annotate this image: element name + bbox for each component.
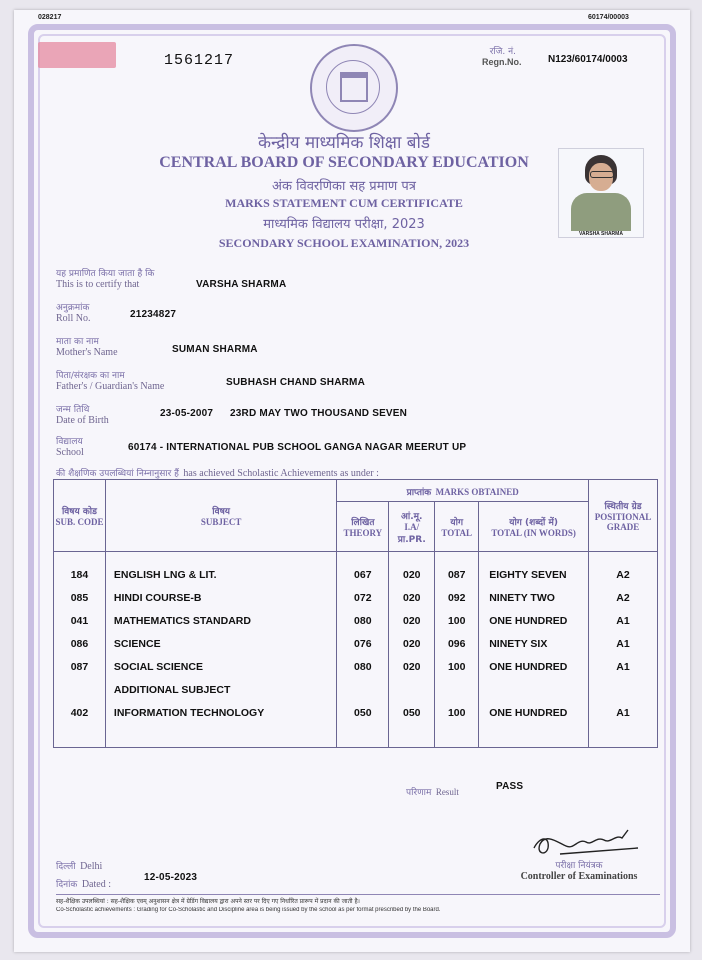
dob-label-hi: जन्म तिथि (56, 405, 90, 415)
table-row-code: 086 (70, 638, 89, 650)
student-photo (558, 148, 644, 238)
regn-label (482, 44, 522, 67)
header-code-hi: विषय कोड (61, 507, 97, 517)
header-total-hi: योग (450, 518, 464, 528)
place-label (56, 856, 102, 874)
school-label-en: School (56, 447, 84, 458)
table-row-theory: 072 (354, 592, 372, 604)
table-row-grade: A2 (616, 569, 630, 581)
table-row-ia: 020 (403, 615, 421, 627)
header-ia-en: I.A/ (404, 521, 420, 532)
table-row-subject: SCIENCE (113, 638, 161, 650)
table-row-words: ONE HUNDRED (489, 661, 568, 673)
header-theory-en: THEORY (343, 528, 383, 538)
table-row-total: 100 (447, 615, 466, 627)
dob-label-en: Date of Birth (56, 415, 109, 426)
mother-label-hi: माता का नाम (56, 337, 99, 347)
header-words-hi: योग (शब्दों में) (509, 518, 558, 528)
table-row-words: NINETY TWO (489, 592, 555, 604)
father-name: SUBHASH CHAND SHARMA (226, 377, 365, 388)
doc-title-hindi: अंक विवरणिका सह प्रमाण पत्र (272, 179, 416, 194)
school-label-hi: विद्यालय (56, 437, 83, 447)
board-name-english: CENTRAL BOARD OF SECONDARY EDUCATION (159, 154, 529, 171)
table-row-ia: 020 (403, 638, 421, 650)
ia-column (389, 552, 435, 748)
header-marks-obtained (337, 480, 589, 502)
table-row-code: 402 (70, 707, 89, 719)
table-row-total: 096 (447, 638, 466, 650)
place-en: Delhi (80, 861, 103, 872)
mother-label-en: Mother's Name (56, 347, 118, 358)
top-left-number: 028217 (38, 14, 62, 21)
table-row-code: 087 (70, 661, 89, 673)
co-scholastic-note-en: Co-Scholastic achievements : Grading for Co-Scholastic and Discipline area is being issued by the school as per format prescribed by the Board. (56, 907, 441, 913)
table-row-subject: MATHEMATICS STANDARD (113, 615, 251, 627)
certify-label-hi: यह प्रमाणित किया जाता है कि (56, 269, 155, 279)
roll-label (56, 300, 90, 324)
controller-en: Controller of Examinations (520, 871, 638, 882)
roll-number: 21234827 (130, 309, 177, 320)
dob-label (56, 402, 109, 426)
student-name: VARSHA SHARMA (196, 279, 287, 290)
doc-title-english: MARKS STATEMENT CUM CERTIFICATE (225, 196, 463, 210)
table-row-total: 092 (447, 592, 466, 604)
father-label-hi: पिता/संरक्षक का नाम (56, 371, 125, 381)
theory-column (337, 552, 389, 748)
cbse-seal-logo (310, 44, 398, 132)
code-column (54, 552, 106, 748)
table-row-code: 085 (70, 592, 89, 604)
total-column (435, 552, 479, 748)
table-row-theory: 076 (354, 638, 372, 650)
header-words-en: TOTAL (IN WORDS) (491, 528, 576, 538)
dated-en: Dated : (81, 879, 111, 890)
result-label-hi: परिणाम (406, 788, 432, 798)
place-hi: दिल्ली (56, 862, 76, 872)
date-of-birth: 23-05-2007 (160, 408, 214, 419)
table-row-ia: 020 (403, 592, 421, 604)
marks-table (53, 479, 658, 748)
table-row-words: NINETY SIX (489, 638, 548, 650)
additional-subject-label: ADDITIONAL SUBJECT (113, 684, 231, 696)
photo-caption: VARSHA SHARMA (559, 231, 643, 237)
serial-number: 1561217 (164, 52, 235, 69)
result-label-en: Result (435, 787, 459, 797)
table-row-ia: 020 (403, 661, 421, 673)
table-row-code: 041 (70, 615, 89, 627)
header-ia-pr (389, 502, 435, 552)
table-row-theory: 080 (354, 615, 372, 627)
header-pr-hi: प्रा.PR. (397, 534, 426, 545)
header-subject-hi: विषय (212, 507, 230, 517)
regn-number: N123/60174/0003 (548, 54, 628, 65)
words-column (479, 552, 589, 748)
header-subject-en: SUBJECT (200, 517, 242, 527)
father-label (56, 368, 164, 392)
table-row-theory: 080 (354, 661, 372, 673)
school-name: 60174 - INTERNATIONAL PUB SCHOOL GANGA NAGAR MEERUT UP (128, 442, 467, 453)
table-row-total: 087 (447, 569, 466, 581)
header-theory-hi: लिखित (351, 518, 375, 528)
table-row-theory: 050 (354, 707, 372, 719)
exam-name-english: SECONDARY SCHOOL EXAMINATION, 2023 (218, 236, 470, 250)
certificate-paper (14, 10, 690, 952)
achievements-en: has achieved Scholastic Achievements as under : (183, 468, 379, 479)
header-grade (589, 480, 658, 552)
regn-label-en: Regn.No. (482, 57, 522, 67)
table-row-words: EIGHTY SEVEN (489, 569, 567, 581)
table-row-grade: A1 (616, 661, 630, 673)
roll-label-en: Roll No. (56, 313, 91, 324)
table-row-subject: HINDI COURSE-B (113, 592, 202, 604)
mother-name: SUMAN SHARMA (172, 344, 258, 355)
table-row-subject: SOCIAL SCIENCE (113, 661, 203, 673)
dated-label (56, 874, 111, 892)
roll-label-hi: अनुक्रमांक (56, 303, 90, 313)
mother-label (56, 334, 118, 358)
table-row-words: ONE HUNDRED (489, 615, 568, 627)
result-value: PASS (496, 781, 524, 792)
board-name-hindi: केन्द्रीय माध्यमिक शिक्षा बोर्ड (257, 133, 431, 153)
co-scholastic-note-hi: सह-शैक्षिक उपलब्धियां : सह-शैक्षिक एवम् अनुशासन क्षेत्र में ग्रेडिंग विद्यालय द्वारा अपने स्तर पर दिए गए निर्धारित प्रारूप में प्रदान की जाती है। (56, 898, 360, 905)
header-code (54, 480, 106, 552)
table-row-subject: INFORMATION TECHNOLOGY (113, 707, 265, 719)
date-of-birth-words: 23RD MAY TWO THOUSAND SEVEN (230, 408, 408, 419)
table-row-ia: 020 (403, 569, 421, 581)
certify-label (56, 266, 154, 290)
header-total-words (479, 502, 589, 552)
header-marks-en: MARKS OBTAINED (435, 486, 519, 497)
table-row-subject: ENGLISH LNG & LIT. (113, 569, 217, 581)
result-line (406, 782, 459, 800)
footer-divider (56, 894, 660, 895)
header-total (435, 502, 479, 552)
table-row-code: 184 (70, 569, 89, 581)
header-theory (337, 502, 389, 552)
header-grade-hi: स्थितीय ग्रेड (604, 502, 642, 512)
grade-column (589, 552, 658, 748)
certify-label-en: This is to certify that (56, 279, 140, 290)
header-marks-hi: प्राप्तांक (406, 487, 432, 498)
father-label-en: Father's / Guardian's Name (56, 381, 165, 392)
table-row-total: 100 (447, 661, 466, 673)
header-total-en: TOTAL (441, 528, 473, 538)
table-row-grade: A1 (616, 638, 630, 650)
controller-hi: परीक्षा नियंत्रक (555, 861, 603, 871)
table-row-grade: A1 (616, 707, 630, 719)
header-subject (105, 480, 336, 552)
table-row-ia: 050 (403, 707, 421, 719)
table-row-grade: A1 (616, 615, 630, 627)
header-ia-hi: आं.मू. (401, 511, 423, 522)
issue-date: 12-05-2023 (144, 872, 198, 883)
dated-hi: दिनांक (56, 880, 78, 890)
regn-label-hi: रजि. नं. (489, 47, 516, 57)
security-stamp (38, 42, 116, 68)
top-right-number: 60174/00003 (588, 14, 629, 21)
school-label (56, 434, 84, 458)
table-row-words: ONE HUNDRED (489, 707, 568, 719)
achievements-hi: की शैक्षणिक उपलब्धियां निम्नानुसार हैं (56, 469, 179, 479)
header-grade-en: POSITIONAL GRADE (594, 512, 652, 532)
subject-column (105, 552, 336, 748)
table-row-grade: A2 (616, 592, 630, 604)
table-row-total: 100 (447, 707, 466, 719)
exam-name-hindi: माध्यमिक विद्यालय परीक्षा, 2023 (263, 217, 425, 232)
header-code-en: SUB. CODE (55, 517, 104, 527)
controller-title (494, 858, 664, 882)
table-row-theory: 067 (354, 569, 372, 581)
